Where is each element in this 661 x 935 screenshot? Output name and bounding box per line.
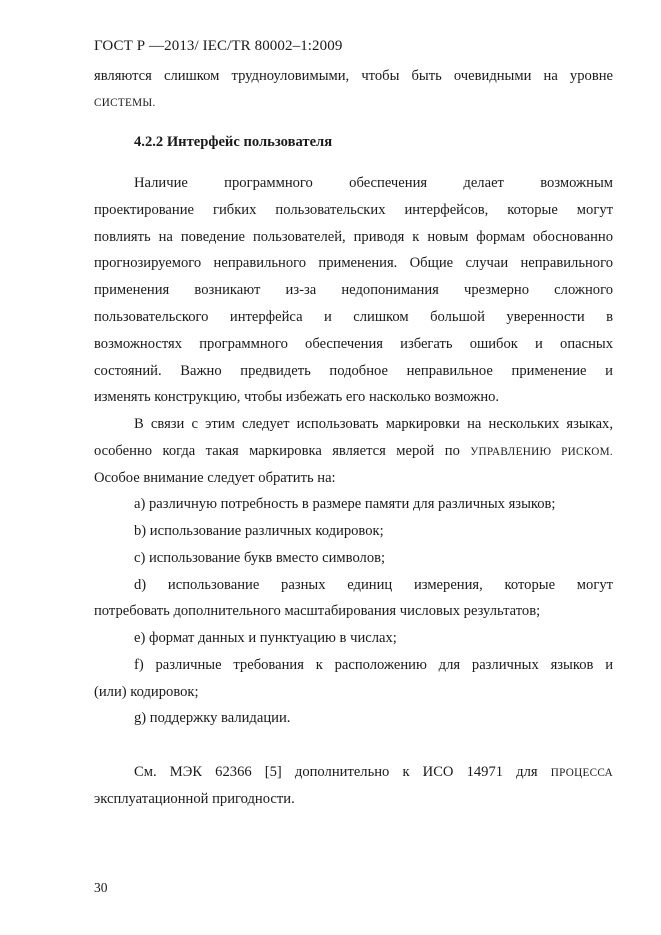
para1-line-6: пользовательского интерфейса и слишком большой уверенности в — [94, 309, 613, 325]
para2-line-3: Особое внимание следует обратить на: — [94, 470, 336, 486]
para1-line-2: проектирование гибких пользовательских интерфейсов, которые могут — [94, 202, 613, 218]
section-heading: 4.2.2 Интерфейс пользователя — [134, 134, 333, 150]
para1-line-1: Наличие программного обеспечения делает возможным — [134, 175, 613, 191]
risk-management-term: УПРАВЛЕНИЮ РИСКОМ. — [470, 446, 613, 458]
para1-line-7: возможностях программного обеспечения избегать ошибок и опасных — [94, 336, 613, 352]
list-item-g: g) поддержку валидации. — [134, 710, 291, 726]
reference-line-2: эксплуатационной пригодности. — [94, 791, 295, 807]
list-item-e: e) формат данных и пунктуацию в числах; — [134, 630, 397, 646]
list-item-d-line-2: потребовать дополнительного масштабирования числовых результатов; — [94, 603, 541, 619]
reference-text: См. МЭК 62366 [5] дополнительно к ИСО 14971 для — [134, 764, 538, 780]
process-term: ПРОЦЕССА — [550, 767, 613, 779]
intro-line-1: являются слишком трудноуловимыми, чтобы быть очевидными на уровне — [94, 68, 613, 84]
para1-line-4: прогнозируемого неправильного применения. Общие случаи неправильного — [94, 255, 613, 271]
page-number: 30 — [94, 880, 108, 895]
para2-line-2 — [94, 441, 613, 462]
para1-line-5: применения возникают из-за недопонимания чрезмерно сложного — [94, 282, 613, 298]
intro-line-2: СИСТЕМЫ. — [94, 97, 156, 109]
list-item-f-line-1: f) различные требования к расположению для различных языков и — [134, 657, 613, 673]
list-item-f-line-2: (или) кодировок; — [94, 684, 199, 700]
list-item-d-line-1: d) использование разных единиц измерения, которые могут — [134, 577, 613, 593]
list-item-a: a) различную потребность в размере памяти для различных языков; — [134, 496, 556, 512]
list-item-c: c) использование букв вместо символов; — [134, 550, 386, 566]
para1-line-9: изменять конструкцию, чтобы избежать его насколько возможно. — [94, 389, 500, 405]
para1-line-3: повлиять на поведение пользователей, приводя к новым формам обоснованно — [94, 229, 613, 245]
reference-line-1 — [134, 762, 613, 783]
para2-line-2-text: особенно когда такая маркировка является мерой по — [94, 443, 460, 459]
para1-line-8: состояний. Важно предвидеть подобное неправильное применение и — [94, 363, 613, 379]
list-item-b: b) использование различных кодировок; — [134, 523, 384, 539]
para2-line-1: В связи с этим следует использовать маркировки на нескольких языках, — [134, 416, 613, 432]
document-header: ГОСТ Р —2013/ IEC/TR 80002–1:2009 — [94, 38, 343, 54]
